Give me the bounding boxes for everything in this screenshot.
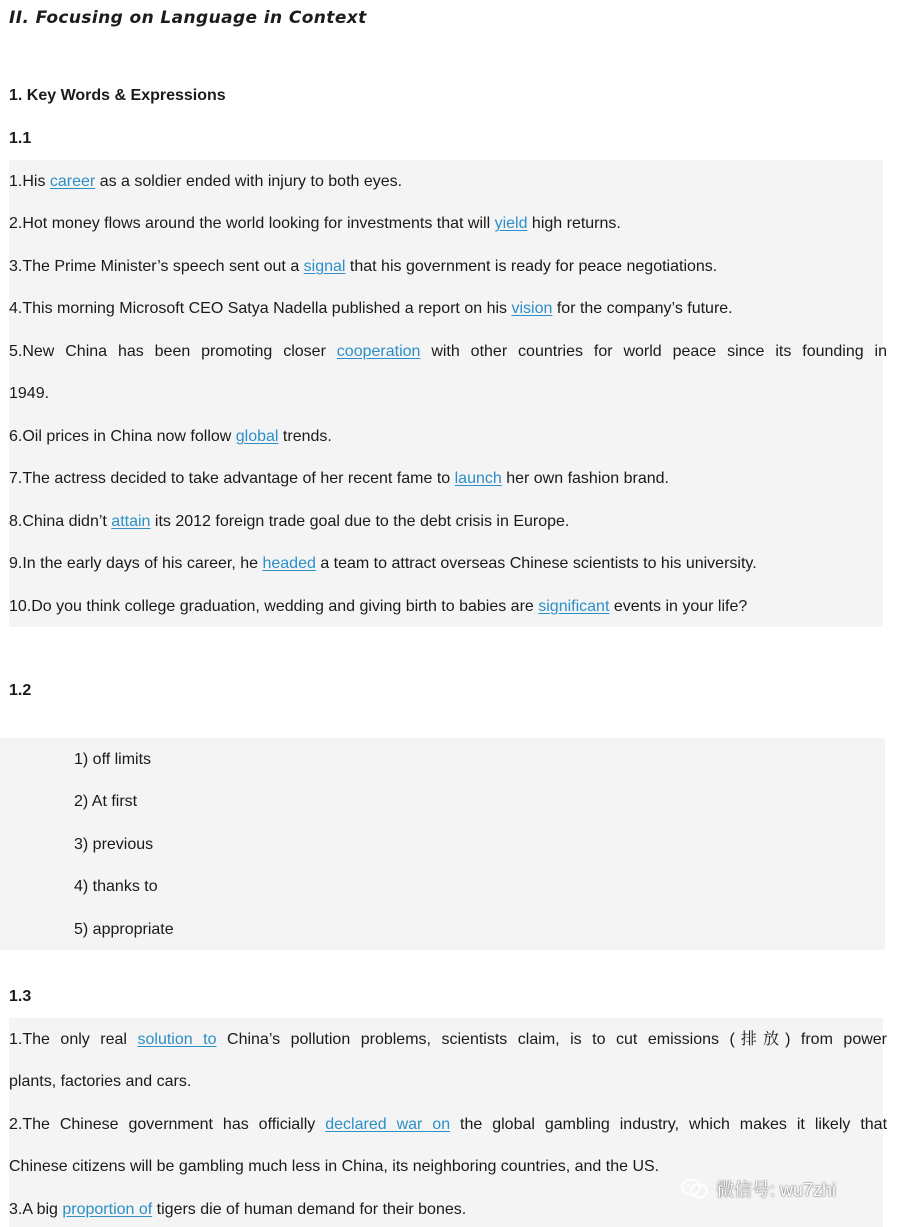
- wechat-watermark: [680, 1176, 836, 1202]
- subheading-key-words: 1. Key Words & Expressions: [9, 87, 226, 104]
- sentence-1-3-2: 2.The Chinese government has officially declared war on the global gambling industry, which makes it likely that: [9, 1116, 888, 1133]
- sentence-1-1-5: 5.New China has been promoting closer cooperation with other countries for world peace since its founding in: [9, 343, 887, 360]
- sentence-1-3-3: 3.A big proportion of tigers die of human demand for their bones.: [9, 1201, 467, 1218]
- sentence-1-3-1: 1.The only real solution to China’s pollution problems, scientists claim, is to cut emissions (排放) from power: [9, 1031, 888, 1048]
- sentence-1-1-9: 9.In the early days of his career, he headed a team to attract overseas Chinese scientists to his university.: [9, 555, 757, 572]
- list-item: 5) appropriate: [74, 921, 174, 938]
- keyword-launch[interactable]: launch: [454, 470, 502, 487]
- page-heading: II. Focusing on Language in Context: [9, 8, 367, 28]
- sentence-1-1-10: 10.Do you think college graduation, wedding and giving birth to babies are significant events in your life?: [9, 598, 748, 615]
- keyword-proportion-of[interactable]: proportion of: [62, 1201, 153, 1218]
- sentence-1-1-4: 4.This morning Microsoft CEO Satya Nadella published a report on his vision for the company’s future.: [9, 300, 733, 317]
- keyword-vision[interactable]: vision: [511, 300, 553, 317]
- keyword-career[interactable]: career: [49, 173, 96, 190]
- keyword-signal[interactable]: signal: [303, 258, 346, 275]
- list-item: 2) At first: [74, 793, 138, 810]
- keyword-cooperation[interactable]: cooperation: [336, 343, 421, 360]
- keyword-attain[interactable]: attain: [111, 513, 151, 530]
- sentence-1-1-1: 1.His career as a soldier ended with injury to both eyes.: [9, 173, 403, 190]
- section-label-1-3: 1.3: [9, 988, 32, 1005]
- list-item: 3) previous: [74, 836, 154, 853]
- keyword-declared-war-on[interactable]: declared war on: [325, 1116, 451, 1133]
- sentence-1-3-2-cont: Chinese citizens will be gambling much less in China, its neighboring countries, and the US.: [9, 1158, 660, 1175]
- wechat-icon: [680, 1177, 710, 1201]
- keyword-global[interactable]: global: [235, 428, 279, 445]
- keyword-headed[interactable]: headed: [262, 555, 316, 572]
- sentence-1-3-1-cont: plants, factories and cars.: [9, 1073, 192, 1090]
- section-label-1-1: 1.1: [9, 130, 32, 147]
- sentence-1-1-7: 7.The actress decided to take advantage of her recent fame to launch her own fashion brand.: [9, 470, 669, 487]
- keyword-significant[interactable]: significant: [538, 598, 610, 615]
- keyword-solution-to[interactable]: solution to: [137, 1031, 217, 1048]
- keyword-yield[interactable]: yield: [494, 215, 528, 232]
- list-item: 1) off limits: [74, 751, 152, 768]
- sentence-1-1-3: 3.The Prime Minister’s speech sent out a signal that his government is ready for peace negotiations.: [9, 258, 718, 275]
- sentence-1-1-5-cont: 1949.: [9, 385, 50, 402]
- sentence-1-1-6: 6.Oil prices in China now follow global trends.: [9, 428, 332, 445]
- section-label-1-2: 1.2: [9, 682, 32, 699]
- sentence-1-1-2: 2.Hot money flows around the world looking for investments that will yield high returns.: [9, 215, 621, 232]
- watermark-text: 微信号: wu7zhi: [716, 1180, 837, 1200]
- sentence-1-1-8: 8.China didn’t attain its 2012 foreign trade goal due to the debt crisis in Europe.: [9, 513, 570, 530]
- list-item: 4) thanks to: [74, 878, 158, 895]
